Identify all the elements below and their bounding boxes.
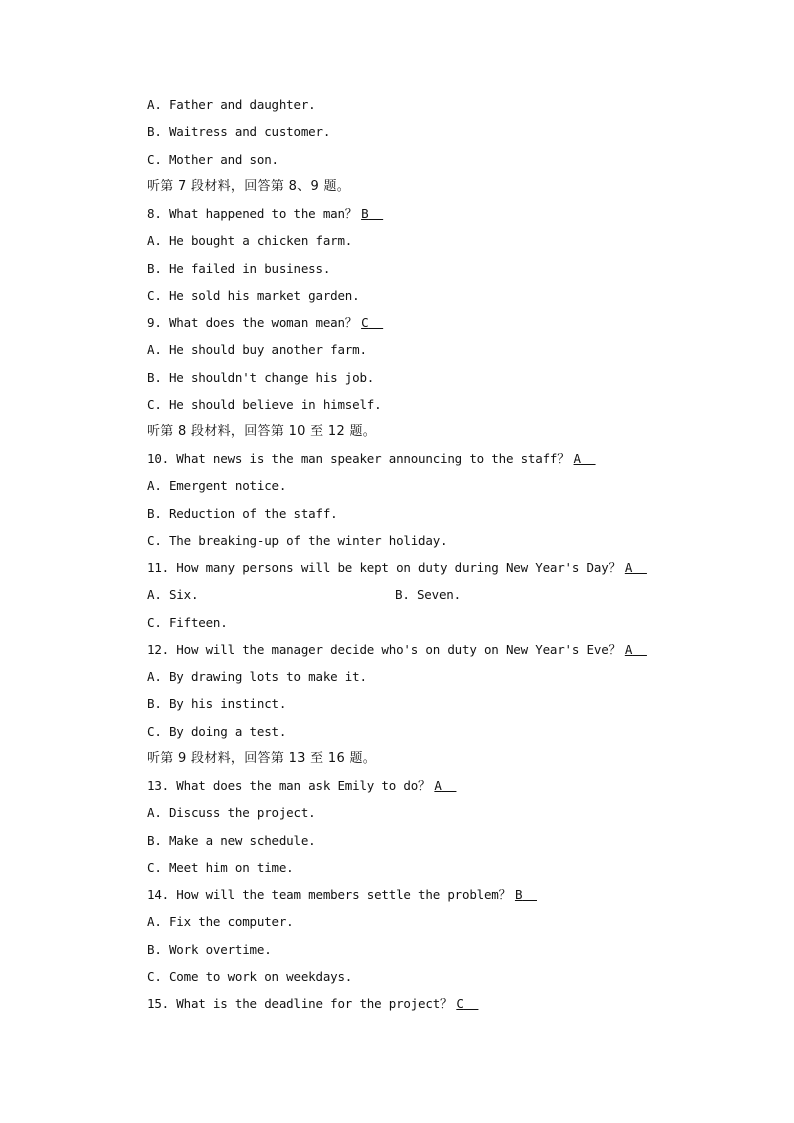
option-line: C. Fifteen. — [147, 615, 228, 630]
answer-blank: A — [624, 642, 633, 657]
option-line: A. Emergent notice. — [147, 478, 287, 493]
option-line: C. He should believe in himself. — [147, 397, 382, 412]
option-line: C. By doing a test. — [147, 724, 287, 739]
question-text: 10. What news is the man speaker announcing to the staff？ — [147, 451, 570, 466]
question-text: 14. How will the team members settle the problem？ — [147, 887, 511, 902]
option-line: B. By his instinct. — [147, 696, 287, 711]
option-line: B. Make a new schedule. — [147, 833, 316, 848]
option-line: A. By drawing lots to make it. — [147, 669, 367, 684]
question-line — [147, 642, 649, 658]
option-line: A. Discuss the project. — [147, 805, 316, 820]
option-line: A. He should buy another farm. — [147, 342, 367, 357]
answer-blank: B — [514, 887, 523, 902]
option-line: B. Reduction of the staff. — [147, 506, 338, 521]
option-line: C. Mother and son. — [147, 152, 279, 167]
answer-blank: B — [361, 206, 369, 221]
question-line — [147, 315, 385, 331]
question-line — [147, 996, 480, 1012]
option-line: B. Waitress and customer. — [147, 124, 331, 139]
answer-blank: C — [361, 315, 369, 330]
question-text: 11. How many persons will be kept on duty during New Year's Day？ — [147, 560, 621, 575]
section-heading: 听第 8 段材料，回答第 10 至 12 题。 — [147, 424, 377, 439]
option-line: A. Fix the computer. — [147, 914, 294, 929]
option-a: A. Six. — [147, 587, 199, 602]
question-text: 9. What does the woman mean？ — [147, 315, 358, 330]
option-line: B. He failed in business. — [147, 261, 331, 276]
option-line: C. He sold his market garden. — [147, 288, 360, 303]
question-line — [147, 451, 598, 467]
section-heading: 听第 9 段材料，回答第 13 至 16 题。 — [147, 751, 377, 766]
option-line: C. Come to work on weekdays. — [147, 969, 353, 984]
question-line — [147, 560, 649, 576]
option-line: A. He bought a chicken farm. — [147, 233, 353, 248]
question-text: 15. What is the deadline for the project？ — [147, 996, 453, 1011]
question-line — [147, 887, 539, 903]
option-line: B. Work overtime. — [147, 942, 272, 957]
question-text: 12. How will the manager decide who's on duty on New Year's Eve？ — [147, 642, 621, 657]
option-row — [147, 587, 647, 603]
question-text: 8. What happened to the man？ — [147, 206, 358, 221]
section-heading: 听第 7 段材料，回答第 8、9 题。 — [147, 179, 351, 194]
question-text: 13. What does the man ask Emily to do？ — [147, 778, 431, 793]
option-line: A. Father and daughter. — [147, 97, 316, 112]
question-line — [147, 778, 458, 794]
answer-blank: C — [456, 996, 464, 1011]
question-line — [147, 206, 385, 222]
answer-blank: A — [624, 560, 633, 575]
option-line: C. The breaking-up of the winter holiday. — [147, 533, 448, 548]
answer-blank: A — [573, 451, 581, 466]
option-line: C. Meet him on time. — [147, 860, 294, 875]
option-b: B. Seven. — [395, 587, 461, 602]
option-line: B. He shouldn't change his job. — [147, 370, 375, 385]
answer-blank: A — [434, 778, 442, 793]
